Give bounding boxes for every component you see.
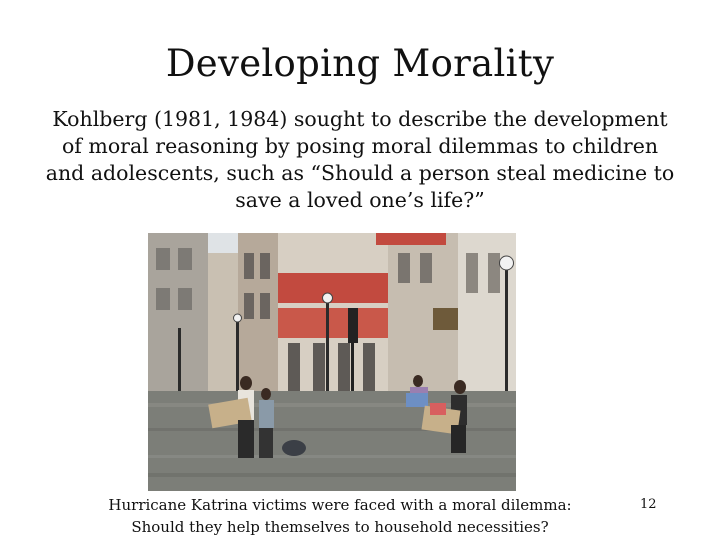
photo-caption (60, 494, 620, 538)
caption-line-1: Hurricane Katrina victims were faced with a moral dilemma: (108, 496, 572, 514)
slide-number: 12 (640, 497, 657, 512)
flood-photo (148, 233, 516, 491)
slide-title: Developing Morality (165, 42, 555, 85)
caption-line-2: Should they help themselves to household necessities? (131, 518, 549, 536)
slide-body-text: Kohlberg (1981, 1984) sought to describe the development of moral reasoning by posing moral dilemmas to children and adolescents, such as “Should a person steal medicine to save a loved one’s life?” (45, 107, 675, 212)
